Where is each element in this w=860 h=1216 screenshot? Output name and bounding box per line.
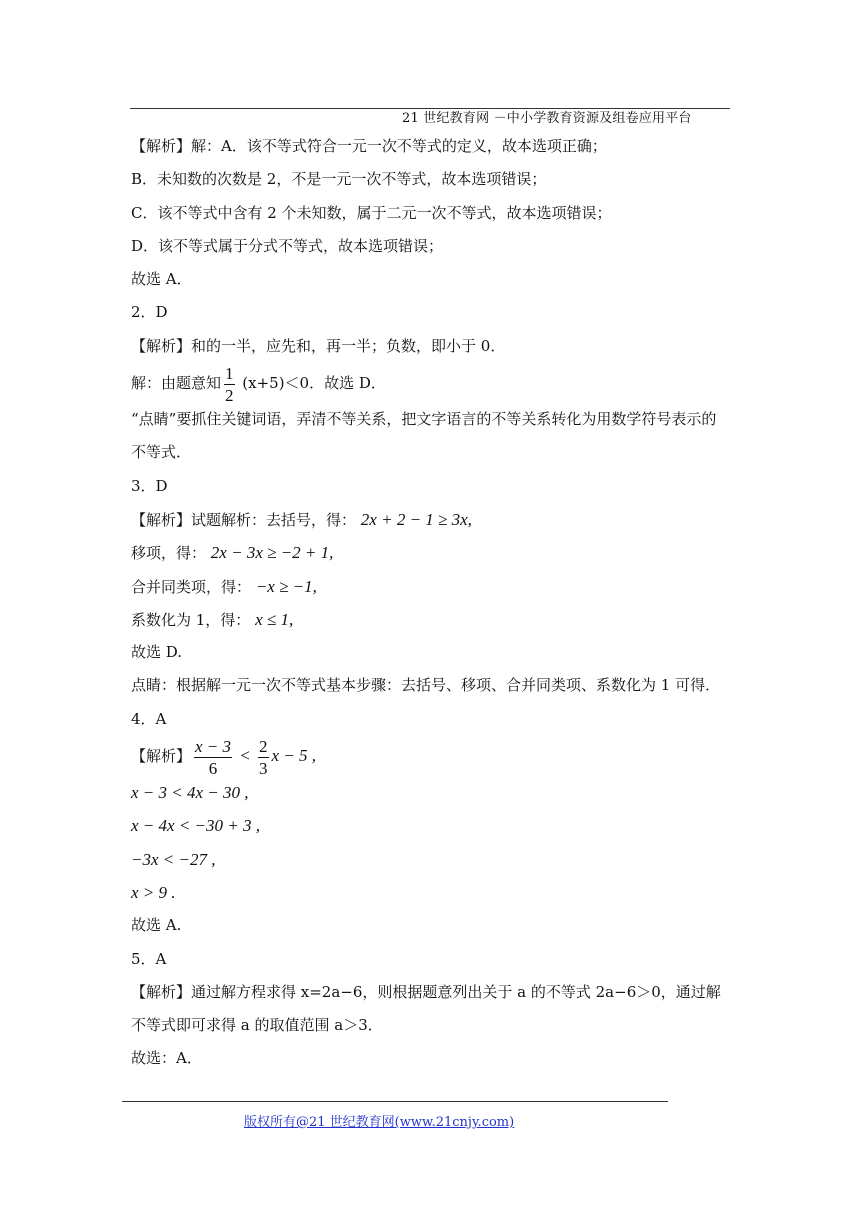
footer-divider	[122, 1101, 668, 1102]
text-line-with-fraction	[131, 736, 731, 776]
text-line: 故选 D.	[131, 643, 183, 662]
question-number: 5．A	[131, 949, 167, 968]
text-paragraph: “点睛”要抓住关键词语，弄清不等关系，把文字语言的不等关系转化为用数学符号表示的不等式．	[131, 410, 717, 462]
text-segment: 解：由题意知	[131, 374, 222, 393]
question-number: 2．D	[131, 303, 168, 322]
text-paragraph: 【解析】通过解方程求得 x=2a−6，则根据题意列出关于 a 的不等式 2a−6＞0，通过解不等式即可求得 a 的取值范围 a＞3．	[131, 982, 721, 1035]
text-line: 故选：A．	[131, 1049, 202, 1068]
fraction-numerator	[194, 738, 232, 758]
text-line-with-math	[131, 603, 731, 636]
fraction-denominator: 2	[225, 385, 234, 405]
math-expression: 2x + 2 − 1 ≥ 3x,	[360, 509, 472, 529]
math-line: x > 9 .	[131, 882, 176, 902]
question-number: 3．D	[131, 476, 168, 495]
fraction-denominator: 6	[208, 758, 218, 778]
text-segment: (x+5)＜0．故选 D．	[237, 374, 386, 393]
fraction	[224, 365, 235, 404]
text-segment: 移项，得：	[131, 544, 207, 563]
fraction	[194, 738, 232, 777]
text-line-with-math	[131, 503, 731, 536]
text-line: 【解析】和的一半，应先和，再一半；负数，即小于 0．	[131, 336, 506, 355]
text-line-with-math	[131, 536, 731, 569]
math-expression: 2x − 3x ≥ −2 + 1,	[210, 543, 334, 563]
math-expression: x ≤ 1,	[255, 609, 294, 629]
math-expression: x − 3	[195, 736, 232, 756]
math-operator: <	[235, 746, 256, 766]
math-expression: −x ≥ −1,	[255, 576, 317, 596]
math-expression: x − 5 ,	[271, 746, 317, 766]
math-line: −3x < −27 ,	[131, 849, 216, 869]
text-segment: 【解析】	[131, 747, 192, 766]
header-divider	[130, 108, 730, 109]
text-line: 故选 A.	[131, 916, 182, 935]
answer-content	[131, 130, 731, 1076]
text-segment: 合并同类项，得：	[131, 577, 252, 596]
math-line: x − 4x < −30 + 3 ,	[131, 816, 260, 836]
text-line-with-math	[131, 570, 731, 603]
fraction-denominator: 3	[259, 758, 268, 778]
fraction	[258, 738, 269, 777]
text-line: 点睛：根据解一元一次不等式基本步骤：去括号、移项、合并同类项、系数化为 1 可得．	[131, 676, 721, 695]
text-line: 故选 A．	[131, 270, 192, 289]
text-line: C．该不等式中含有 2 个未知数，属于二元一次不等式，故本选项错误；	[131, 203, 612, 222]
question-number: 4．A	[131, 709, 167, 728]
text-line-with-fraction	[131, 363, 731, 403]
text-segment: 【解析】试题解析：去括号，得：	[131, 510, 357, 529]
fraction-numerator: 1	[225, 363, 234, 383]
fraction-numerator: 2	[259, 736, 268, 756]
footer-copyright-link[interactable]: 版权所有@21 世纪教育网(www.21cnjy.com)	[244, 1115, 515, 1130]
text-segment: 系数化为 1，得：	[131, 610, 251, 629]
text-line: 【解析】解：A．该不等式符合一元一次不等式的定义，故本选项正确；	[131, 137, 607, 155]
text-line: B．未知数的次数是 2，不是一元一次不等式，故本选项错误；	[131, 170, 547, 189]
math-line: x − 3 < 4x − 30 ,	[131, 783, 249, 803]
text-line: D．该不等式属于分式不等式，故本选项错误；	[131, 236, 444, 255]
page-header: 21 世纪教育网 －中小学教育资源及组卷应用平台	[402, 111, 692, 126]
